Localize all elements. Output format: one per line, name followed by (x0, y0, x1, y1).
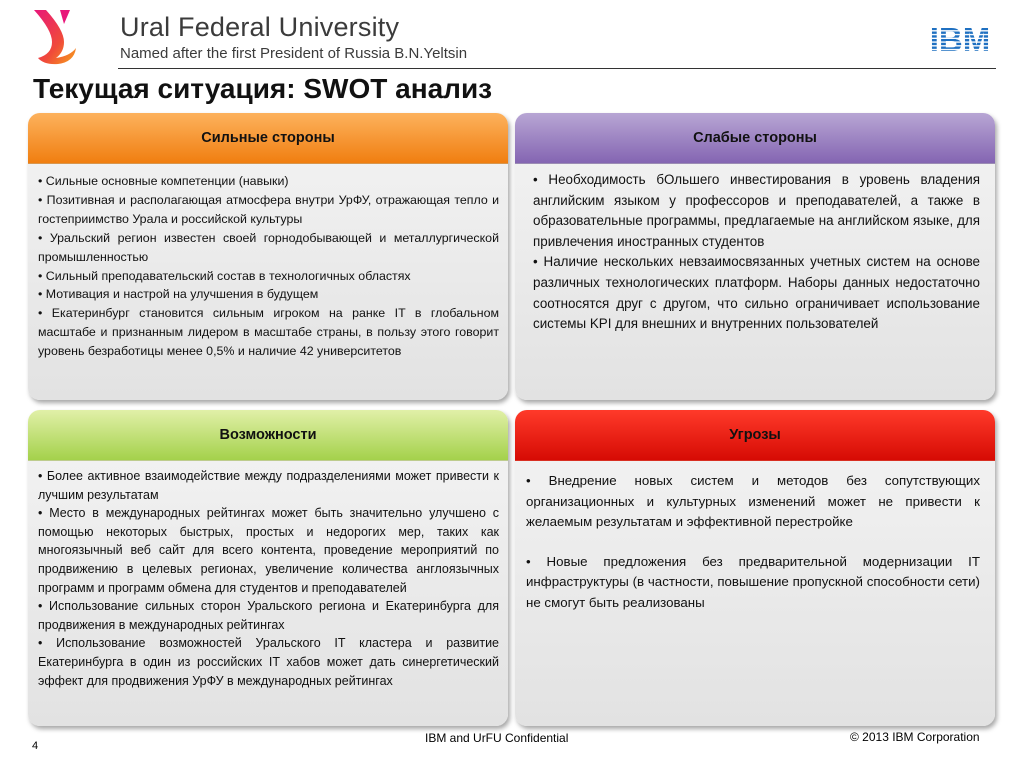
copyright: © 2013 IBM Corporation (850, 730, 980, 744)
urfu-logo-icon (30, 8, 82, 66)
ibm-logo-icon (926, 24, 994, 54)
ibm-logo-text: IBM (929, 24, 991, 54)
list-item: • Наличие нескольких невзаимосвязанных учетных систем на основе различных технологических платформ. Наборы данных недостаточно соотносятся друг с другом, что сильно ограничивает использование системы KPI для внешних и внутренних пользователей (533, 254, 980, 332)
list-item: • Использование возможностей Уральского IT кластера и развитие Екатеринбурга в один из российских IT хабов может дать синергетический эффект для продвижения УрФУ в международных рейтингах (38, 636, 499, 688)
list-item: • Необходимость бОльшего инвестирования в уровень владения английским языком у профессоров и преподавателей, а также в образовательные программы, предлагаемые на английском языке, для привлечения иностранных студентов (533, 172, 980, 249)
header-divider (118, 68, 996, 69)
strengths-header: Сильные стороны (28, 113, 508, 164)
list-item: • Сильный преподавательский состав в технологичных областях (38, 268, 411, 283)
weaknesses-panel (515, 113, 995, 400)
list-item: • Внедрение новых систем и методов без сопутствующих организационных и культурных изменений может не привести к желаемым результатам и эффективной перестройке (526, 473, 980, 530)
page-number: 4 (32, 740, 39, 752)
list-item: • Позитивная и располагающая атмосфера внутри УрФУ, отражающая тепло и гостеприимство Урала и российской культуры (38, 192, 499, 226)
slide-title: Текущая ситуация: SWOT анализ (33, 73, 493, 104)
opportunities-panel (28, 410, 508, 726)
threats-panel (515, 410, 995, 726)
university-subtitle: Named after the first President of Russia B.N.Yeltsin (120, 45, 468, 62)
weaknesses-header: Слабые стороны (515, 113, 995, 164)
strengths-panel (28, 113, 508, 400)
confidential-notice: IBM and UrFU Confidential (425, 731, 569, 745)
list-item: • Использование сильных сторон Уральского региона и Екатеринбурга для продвижения в международных рейтингах (38, 599, 499, 632)
threats-list (515, 461, 995, 614)
strengths-list (28, 164, 508, 361)
list-item: • Екатеринбург становится сильным игроком на ранке IT в глобальном масштабе и признанным лидером в масштабе страны, в пользу этого говорит уровень безработицы менее 0,5% и наличие 42 университетов (38, 306, 499, 359)
threats-header: Угрозы (515, 410, 995, 461)
list-item: • Более активное взаимодействие между подразделениями может привести к лучшим результатам (38, 469, 499, 502)
weaknesses-list (515, 164, 995, 335)
list-item: • Сильные основные компетенции (навыки) (38, 174, 289, 188)
list-item: • Мотивация и настрой на улучшения в будущем (38, 287, 319, 302)
opportunities-header: Возможности (28, 410, 508, 461)
list-item: • Новые предложения без предварительной модернизации IT инфраструктуры (в частности, повышение пропускной способности сети) не смогут быть реализованы (526, 553, 980, 610)
list-item: • Уральский регион известен своей горнодобывающей и металлургической промышленностью (38, 230, 499, 264)
opportunities-list (28, 461, 508, 690)
university-name: Ural Federal University (120, 12, 400, 42)
list-item: • Место в международных рейтингах может быть значительно улучшено с помощью некоторых быстрых, простых и недорогих мер, таких как многоязычный веб сайт для всего контента, проведение мероприятий по продвижению в целевых регионах, увеличение количества англоязычных программ и программ обмена для студентов и преподавателей (38, 506, 499, 595)
